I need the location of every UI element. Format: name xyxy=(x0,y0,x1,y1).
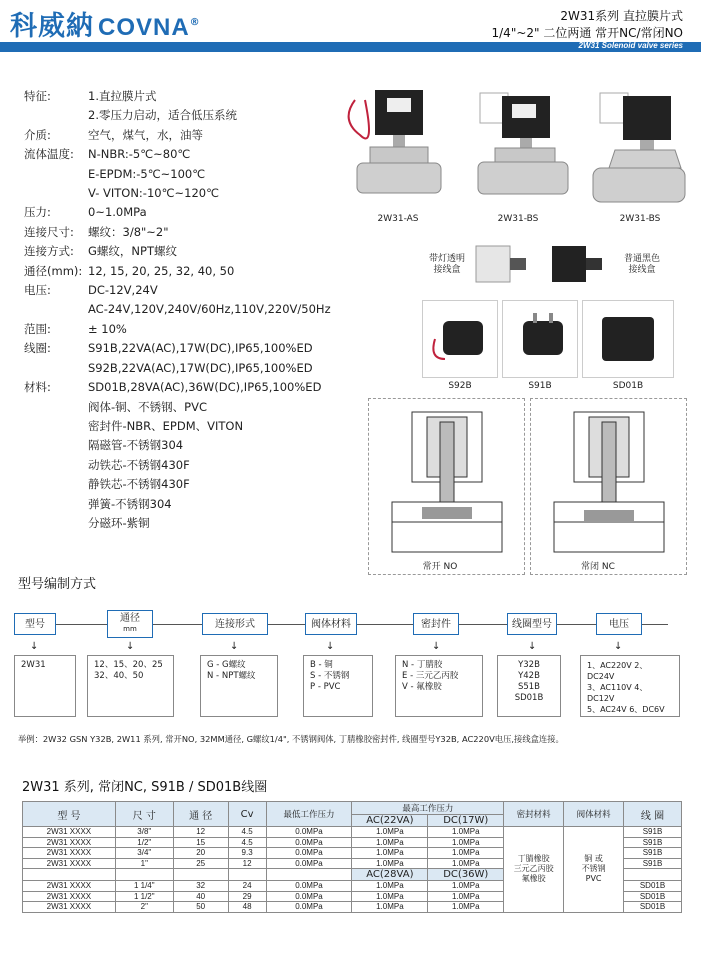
spec-row xyxy=(24,378,331,397)
col-header-body: 阀体材料 xyxy=(564,802,624,827)
table-cell: 12 xyxy=(173,827,228,838)
model-box-voltage: 电压 xyxy=(596,613,642,635)
table-cell: 1.0MPa xyxy=(352,902,428,913)
spec-key xyxy=(24,456,88,475)
product-caption-3: 2W31-BS xyxy=(619,214,661,224)
table-cell: 3/8" xyxy=(115,827,173,838)
model-value-voltage: 1、AC220V 2、DC24V 3、AC110V 4、DC12V 5、AC24V 6、DC6V xyxy=(580,655,680,717)
table-cell-coil: SD01B xyxy=(624,891,682,902)
spec-row xyxy=(24,223,331,242)
table-cell-coil: S91B xyxy=(624,837,682,848)
connector-transparent-photo xyxy=(472,240,532,290)
spec-key xyxy=(24,398,88,417)
table-cell: 0.0MPa xyxy=(266,848,352,859)
table-cell: 1.0MPa xyxy=(428,848,504,859)
table-cell: 2" xyxy=(115,902,173,913)
header-band xyxy=(0,42,701,52)
model-box-body: 阀体材料 xyxy=(305,613,357,635)
table-cell: 1.0MPa xyxy=(428,858,504,869)
product-photo-2w31-bs-2 xyxy=(585,88,690,210)
spec-key xyxy=(24,417,88,436)
header-title xyxy=(492,8,684,42)
diagram-caption-nc: 常闭 NC xyxy=(581,562,615,572)
connector-black-photo xyxy=(548,240,608,290)
spec-table xyxy=(22,801,682,913)
col-header-seal: 密封材料 xyxy=(504,802,564,827)
spec-value: DC-12V,24V xyxy=(88,283,158,298)
model-box-diameter: 通径 mm xyxy=(107,610,153,638)
table-cell: 20 xyxy=(173,848,228,859)
table-title: 2W31 系列, 常闭NC, S91B / SD01B线圈 xyxy=(22,780,268,795)
spec-row xyxy=(24,495,331,514)
coil-sd01b-photo xyxy=(582,300,674,378)
model-value-coil: Y32B Y42B S51B SD01B xyxy=(497,655,561,717)
spec-key xyxy=(24,184,88,203)
spec-value: 1.直拉膜片式 xyxy=(88,89,157,103)
spec-value: 动铁芯-不锈钢430F xyxy=(88,457,190,472)
table-cell: 40 xyxy=(173,891,228,902)
table-cell: 29 xyxy=(228,891,266,902)
subheader-dc17: DC(17W) xyxy=(428,815,504,827)
spec-key: 连接方式: xyxy=(24,244,74,259)
model-box-seal: 密封件 xyxy=(413,613,459,635)
spec-row xyxy=(24,262,331,281)
table-cell: 1.0MPa xyxy=(352,827,428,838)
table-cell-coil: S91B xyxy=(624,858,682,869)
connector-label-black: 普通黑色 接线盒 xyxy=(623,254,660,275)
coil-caption-s92b: S92B xyxy=(448,381,472,391)
spec-value: 弹簧-不锈钢304 xyxy=(88,496,172,511)
spec-value: G螺纹，NPT螺纹 xyxy=(88,244,177,259)
table-cell: 1.0MPa xyxy=(428,902,504,913)
table-cell: 9.3 xyxy=(228,848,266,859)
table-cell: 12 xyxy=(228,858,266,869)
spec-row xyxy=(24,398,331,417)
table-cell: 2W31 XXXX xyxy=(23,881,116,892)
body-material-cell: 铜 或 不锈钢 PVC xyxy=(564,827,624,913)
table-cell: 1" xyxy=(115,858,173,869)
spec-row xyxy=(24,359,331,378)
model-box-type: 型号 xyxy=(14,613,56,635)
spec-key: 连接尺寸: xyxy=(24,224,74,239)
table-cell: 15 xyxy=(173,837,228,848)
spec-key xyxy=(24,359,88,378)
spec-row xyxy=(24,145,331,164)
spec-key xyxy=(24,475,88,494)
table-cell: 32 xyxy=(173,881,228,892)
table-cell: 2W31 XXXX xyxy=(23,858,116,869)
table-cell: 3/4" xyxy=(115,848,173,859)
seal-material-cell: 丁腈橡胶 三元乙丙胶 氟橡胶 xyxy=(504,827,564,913)
coil-caption-s91b: S91B xyxy=(528,381,552,391)
col-header-max-pressure: 最高工作压力 xyxy=(352,802,504,815)
diagram-caption-no: 常开 NO xyxy=(422,562,458,572)
spec-value: S91B,22VA(AC),17W(DC),IP65,100%ED xyxy=(88,341,313,356)
product-photo-2w31-bs-1 xyxy=(460,88,570,210)
spec-row xyxy=(24,320,331,339)
diagram-normally-closed xyxy=(530,398,687,575)
spec-value: S92B,22VA(AC),17W(DC),IP65,100%ED xyxy=(88,360,313,375)
table-cell-coil: S91B xyxy=(624,848,682,859)
spec-value: 空气，煤气，水，油等 xyxy=(88,127,203,142)
model-value-seal: N - 丁腈胶 E - 三元乙丙胶 V - 氟橡胶 xyxy=(395,655,483,717)
table-cell: 1.0MPa xyxy=(428,881,504,892)
col-header-model: 型 号 xyxy=(23,802,116,827)
table-cell: 1.0MPa xyxy=(428,837,504,848)
spec-row xyxy=(24,300,331,319)
model-value-type: 2W31 xyxy=(14,655,76,717)
spec-row xyxy=(24,436,331,455)
table-cell: 4.5 xyxy=(228,827,266,838)
table-cell: 2W31 XXXX xyxy=(23,891,116,902)
model-box-coil: 线圈型号 xyxy=(507,613,557,635)
spec-value: E-EPDM:-5℃~100℃ xyxy=(88,166,206,181)
spec-value: 螺纹：3/8"~2" xyxy=(88,224,169,239)
coil-s92b-photo xyxy=(422,300,498,378)
spec-value: 2.零压力启动，适合低压系统 xyxy=(88,108,237,123)
product-caption-2: 2W31-BS xyxy=(497,214,539,224)
product-photo-2w31-as xyxy=(335,80,455,210)
table-cell: 0.0MPa xyxy=(266,881,352,892)
col-header-orifice: 通 径 xyxy=(173,802,228,827)
diagram-normally-open xyxy=(368,398,525,575)
spec-value: V- VITON:-10℃~120℃ xyxy=(88,186,220,201)
table-cell: 0.0MPa xyxy=(266,837,352,848)
table-cell: 0.0MPa xyxy=(266,902,352,913)
spec-key xyxy=(24,300,88,319)
table-cell: 50 xyxy=(173,902,228,913)
table-cell: 2W31 XXXX xyxy=(23,837,116,848)
col-header-size: 尺 寸 xyxy=(115,802,173,827)
subheader-ac28: AC(28VA) xyxy=(352,869,428,881)
spec-key xyxy=(24,106,88,125)
spec-value: 阀体-铜、不锈钢、PVC xyxy=(88,399,207,414)
spec-row xyxy=(24,456,331,475)
table-cell: 0.0MPa xyxy=(266,858,352,869)
spec-key xyxy=(24,436,88,455)
spec-row xyxy=(24,514,331,533)
table-cell-coil: SD01B xyxy=(624,902,682,913)
spec-value: ± 10% xyxy=(88,321,127,336)
table-cell: 1/2" xyxy=(115,837,173,848)
table-cell: 2W31 XXXX xyxy=(23,902,116,913)
spec-key: 介质: xyxy=(24,127,51,142)
example-text: 举例：2W32 GSN Y32B, 2W11 系列, 常开NO, 32MM通径, G螺纹1/4", 不锈钢阀体, 丁腈橡胶密封件, 线圈型号Y32B, AC220V电压,接线盒连接。 xyxy=(18,734,564,744)
spec-row xyxy=(24,203,331,222)
spec-key: 材料: xyxy=(24,380,51,395)
spec-value: 12, 15, 20, 25, 32, 40, 50 xyxy=(88,263,235,278)
brand-logo: 科威納 COVNA® xyxy=(10,11,201,42)
model-value-diameter: 12、15、20、25 32、40、50 xyxy=(87,655,174,717)
spec-value: 0~1.0MPa xyxy=(88,205,147,220)
spec-row xyxy=(24,339,331,358)
table-cell: 1.0MPa xyxy=(352,881,428,892)
table-cell-coil: SD01B xyxy=(624,881,682,892)
table-cell: 48 xyxy=(228,902,266,913)
table-cell: 2W31 XXXX xyxy=(23,827,116,838)
subheader-dc36: DC(36W) xyxy=(428,869,504,881)
spec-row xyxy=(24,242,331,261)
table-cell: 2W31 XXXX xyxy=(23,848,116,859)
header-line-1: 2W31系列 直拉膜片式 xyxy=(560,9,683,23)
spec-row xyxy=(24,165,331,184)
table-cell: 1.0MPa xyxy=(352,837,428,848)
spec-value: 分磁环-紫铜 xyxy=(88,515,150,530)
spec-row xyxy=(24,281,331,300)
table-cell: 4.5 xyxy=(228,837,266,848)
spec-key: 特征: xyxy=(24,89,51,103)
model-value-body: B - 铜 S - 不锈钢 P - PVC xyxy=(303,655,373,717)
spec-key xyxy=(24,165,88,184)
spec-value: 密封件-NBR、EPDM、VITON xyxy=(88,418,244,433)
table-cell: 1 1/4" xyxy=(115,881,173,892)
spec-list xyxy=(24,87,331,533)
spec-value: SD01B,28VA(AC),36W(DC),IP65,100%ED xyxy=(88,380,322,395)
spec-row xyxy=(24,87,331,106)
table-cell: 1.0MPa xyxy=(352,858,428,869)
coil-s91b-photo xyxy=(502,300,578,378)
table-cell: 1 1/2" xyxy=(115,891,173,902)
band-text: 2W31 Solenoid valve series xyxy=(578,41,683,50)
spec-key: 范围: xyxy=(24,321,51,336)
spec-value: N-NBR:-5℃~80℃ xyxy=(88,147,191,162)
spec-row xyxy=(24,475,331,494)
table-cell: 1.0MPa xyxy=(352,891,428,902)
spec-key: 电压: xyxy=(24,283,51,298)
spec-key xyxy=(24,495,88,514)
spec-value: 隔磁管-不锈钢304 xyxy=(88,438,184,453)
table-cell: 0.0MPa xyxy=(266,891,352,902)
table-cell-coil: S91B xyxy=(624,827,682,838)
spec-key: 流体温度: xyxy=(24,147,74,162)
col-header-min-pressure: 最低工作压力 xyxy=(266,802,352,827)
table-cell: 0.0MPa xyxy=(266,827,352,838)
coil-caption-sd01b: SD01B xyxy=(612,381,644,391)
table-cell: 1.0MPa xyxy=(352,848,428,859)
spec-key: 压力: xyxy=(24,205,51,220)
spec-row xyxy=(24,126,331,145)
connector-label-transparent: 带灯透明 接线盒 xyxy=(428,254,465,275)
spec-row xyxy=(24,184,331,203)
table-cell: 1.0MPa xyxy=(428,891,504,902)
model-value-connection: G - G螺纹 N - NPT螺纹 xyxy=(200,655,278,717)
spec-key xyxy=(24,514,88,533)
spec-key: 线圈: xyxy=(24,341,51,356)
table-cell: 1.0MPa xyxy=(428,827,504,838)
product-caption-1: 2W31-AS xyxy=(377,214,419,224)
spec-value: AC-24V,120V,240V/60Hz,110V,220V/50Hz xyxy=(88,302,331,317)
spec-row xyxy=(24,417,331,436)
model-coding-title: 型号编制方式 xyxy=(18,577,97,592)
spec-value: 静铁芯-不锈钢430F xyxy=(88,477,190,492)
table-cell: 24 xyxy=(228,881,266,892)
col-header-cv: Cv xyxy=(228,802,266,827)
subheader-ac22: AC(22VA) xyxy=(352,815,428,827)
col-header-coil: 线 圈 xyxy=(624,802,682,827)
model-box-connection: 连接形式 xyxy=(202,613,268,635)
table-row xyxy=(23,827,682,838)
header-line-2: 1/4"~2" 二位两通 常开NC/常闭NO xyxy=(491,26,683,40)
spec-key: 通径(mm): xyxy=(24,263,83,278)
table-cell: 25 xyxy=(173,858,228,869)
spec-row xyxy=(24,106,331,125)
